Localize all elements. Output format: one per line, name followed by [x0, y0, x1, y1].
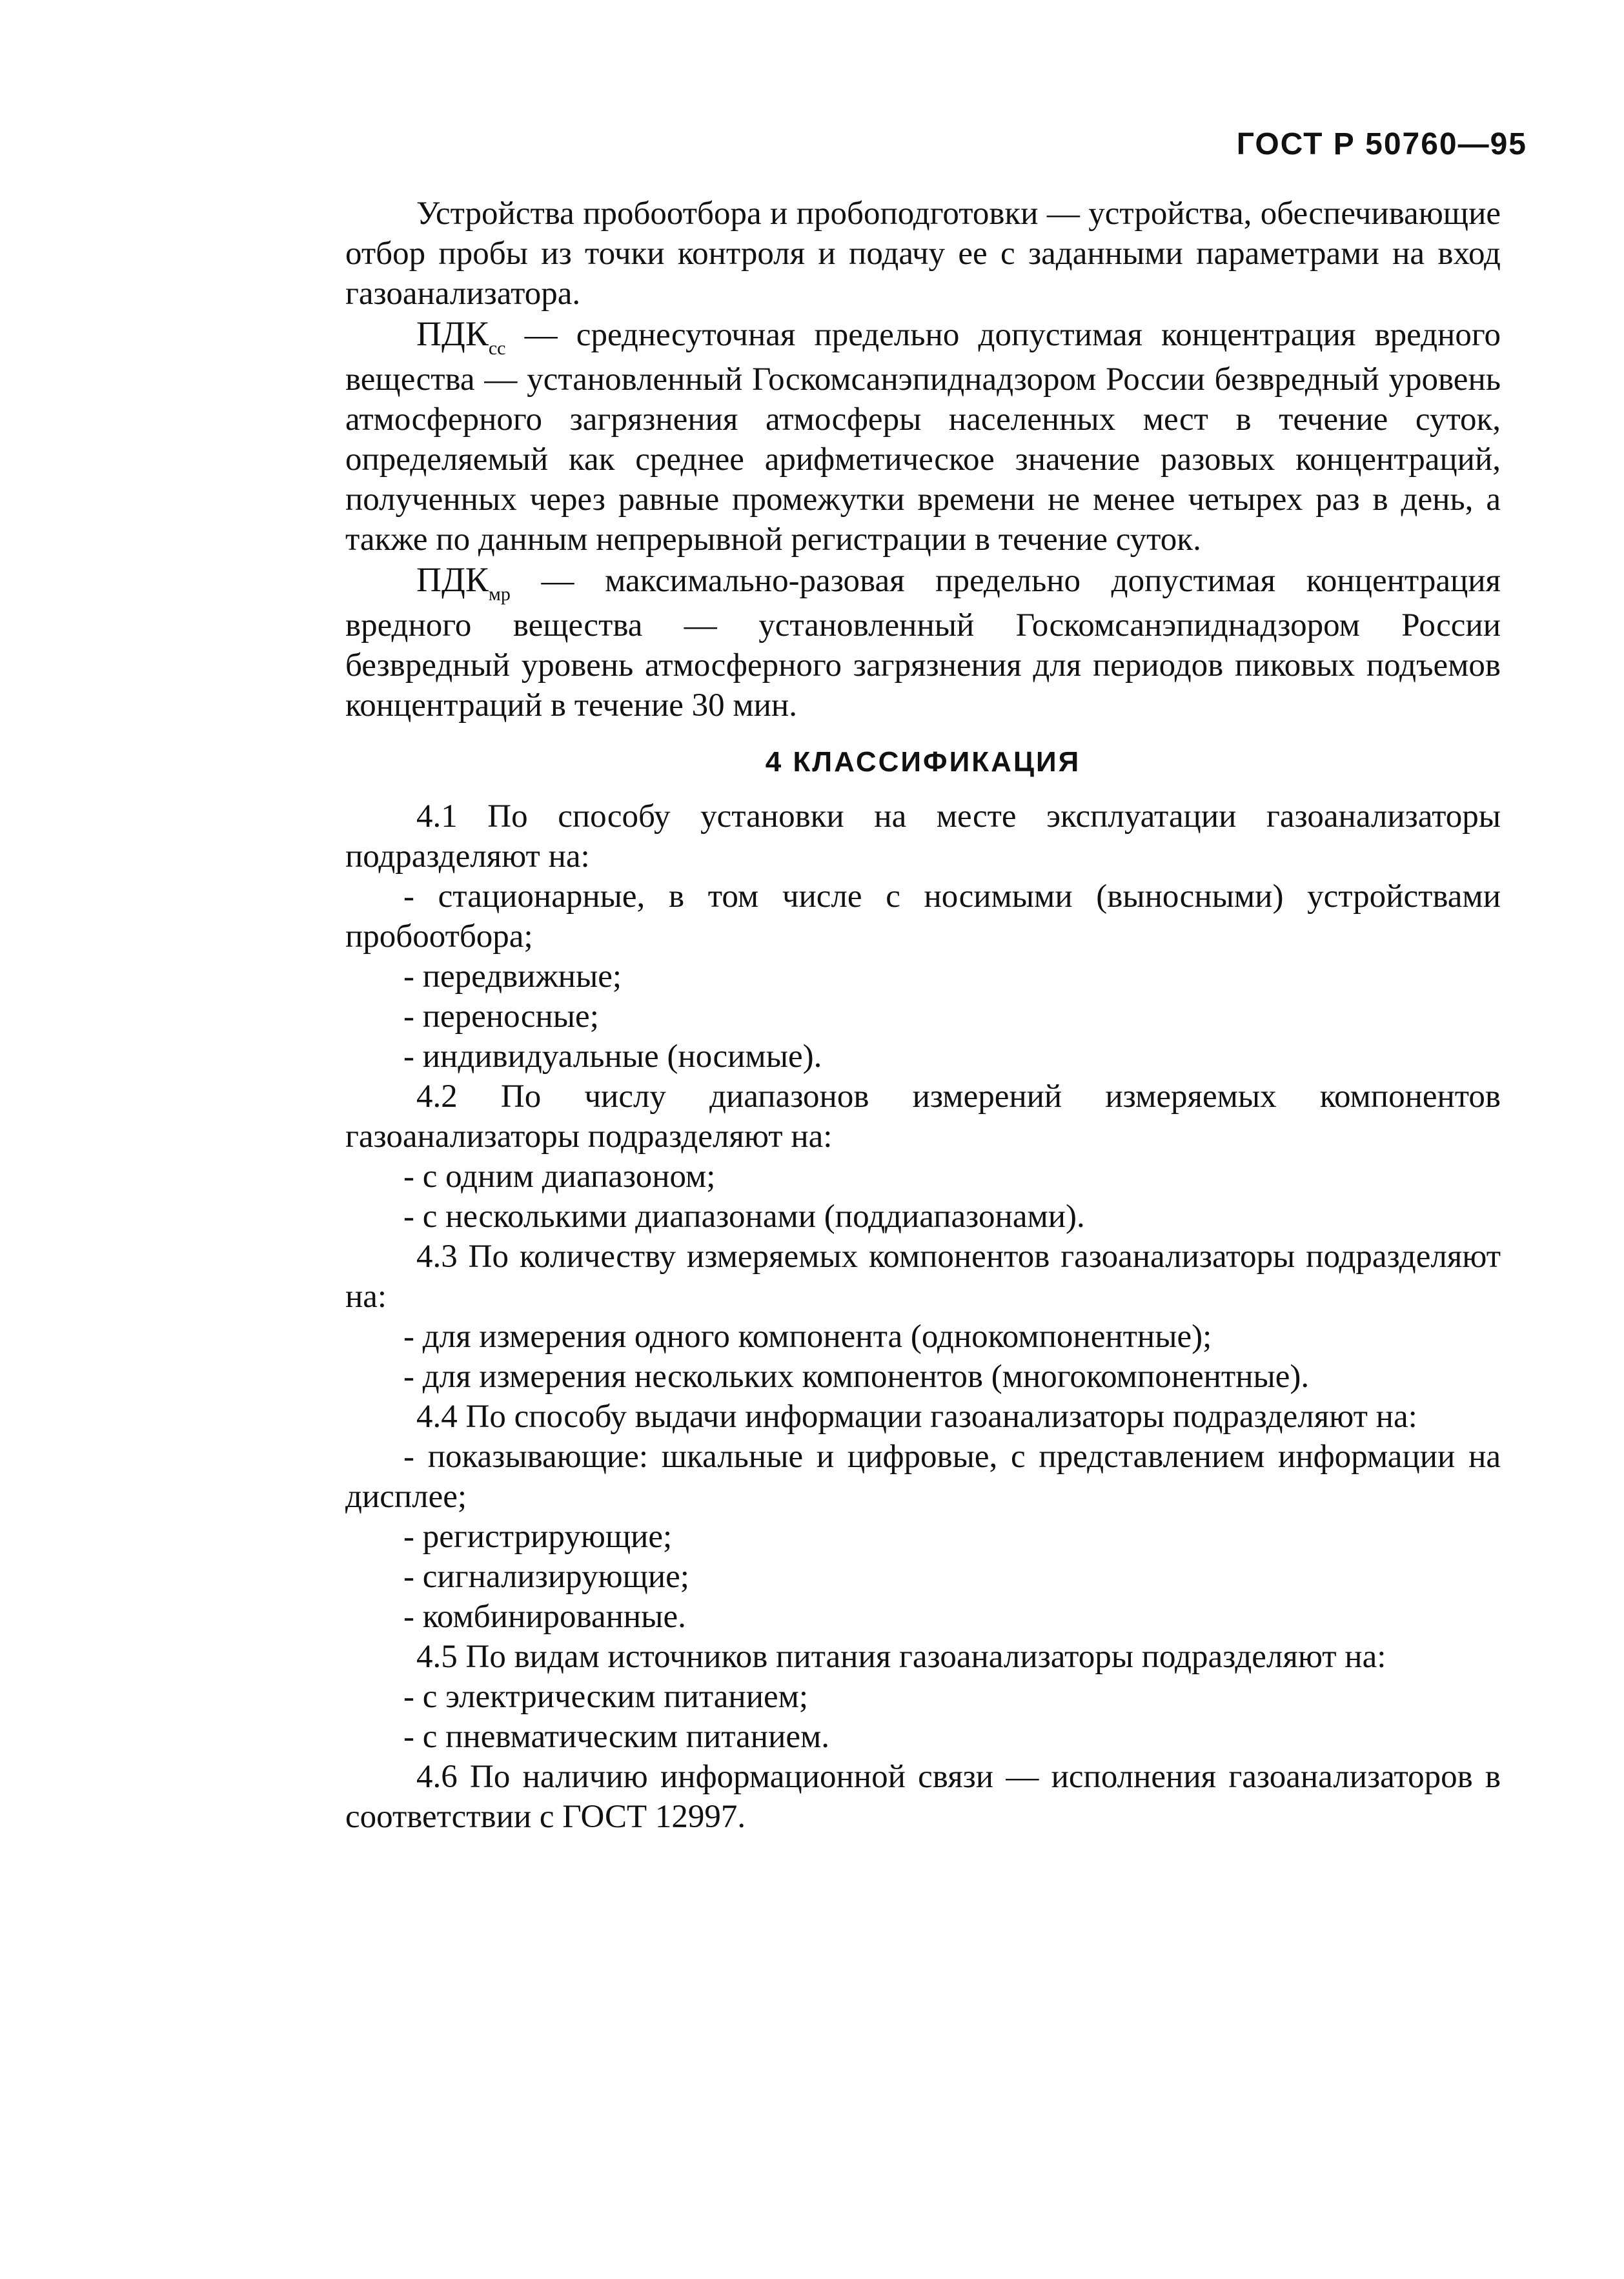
list-item: - для измерения одного компонента (однокомпонентные); [403, 1319, 1212, 1355]
list-item: - переносные; [403, 998, 599, 1035]
clause-4-1: 4.1 По способу установки на месте эксплуатации газоанализаторы подразделяют на: [345, 798, 1501, 875]
definition-text: — среднесуточная предельно допустимая концентрация вредного вещества — установленный Госкомсанэпиднадзором России безвредный уровень атмосферного загрязнения атмосферы населенных мест в течение суток, определяемый как среднее арифметическое значение разовых концентраций, полученных через равные промежутки времени не менее четырех раз в день, а также по данным непрерывной регистрации в течение суток. [345, 317, 1501, 558]
list-item: - с несколькими диапазонами (поддиапазонами). [403, 1199, 1085, 1235]
definition-text: — максимально-разовая предельно допустимая концентрация вредного вещества — установленный Госкомсанэпиднадзором России безвредный уровень атмосферного загрязнения для периодов пиковых подъемов концентраций в течение 30 мин. [345, 563, 1501, 724]
list-item: - с электрическим питанием; [403, 1679, 809, 1715]
list-item: - регистрирующие; [403, 1519, 673, 1555]
clause-4-3: 4.3 По количеству измеряемых компонентов газоанализаторы подразделяют на: [345, 1239, 1501, 1315]
list-item: - комбинированные. [403, 1599, 686, 1635]
clause-4-6: 4.6 По наличию информационной связи — исполнения газоанализаторов в соответствии с ГОСТ 12997. [345, 1759, 1501, 1835]
clause-4-2: 4.2 По числу диапазонов измерений измеряемых компонентов газоанализаторы подразделяют на: [345, 1079, 1501, 1155]
list-item: - показывающие: шкальные и цифровые, с представлением информации на дисплее; [345, 1439, 1501, 1515]
list-item: - сигнализирующие; [403, 1559, 689, 1595]
page-body [345, 194, 1501, 1837]
definition-pdk-ss [345, 314, 1501, 560]
clause-4-5: 4.5 По видам источников питания газоанализаторы подразделяют на: [416, 1639, 1386, 1675]
list-item: - с пневматическим питанием. [403, 1719, 830, 1755]
definition-term-subscript: мр [488, 583, 511, 605]
list-item: - передвижные; [403, 958, 622, 995]
clause-4-4: 4.4 По способу выдачи информации газоанализаторы подразделяют на: [416, 1399, 1417, 1435]
list-item: - индивидуальные (носимые). [403, 1038, 822, 1075]
definition-term: ПДК [416, 314, 489, 353]
list-item: - для измерения нескольких компонентов (многокомпонентные). [403, 1359, 1310, 1395]
definition-term: ПДК [416, 560, 489, 599]
list-item: - стационарные, в том числе с носимыми (выносными) устройствами пробоотбора; [345, 878, 1501, 955]
section-title: 4 КЛАССИФИКАЦИЯ [765, 746, 1081, 778]
list-item: - с одним диапазоном; [403, 1159, 716, 1195]
definition-sampling-devices [345, 194, 1501, 314]
page-header-doc-id: ГОСТ Р 50760—95 [1236, 127, 1527, 161]
definition-term-subscript: сс [488, 338, 506, 359]
definition-text: Устройства пробоотбора и пробоподготовки — устройства, обеспечивающие отбор пробы из точки контроля и подачу ее с заданными параметрами на вход газоанализатора. [345, 196, 1501, 312]
definition-pdk-mr [345, 560, 1501, 725]
